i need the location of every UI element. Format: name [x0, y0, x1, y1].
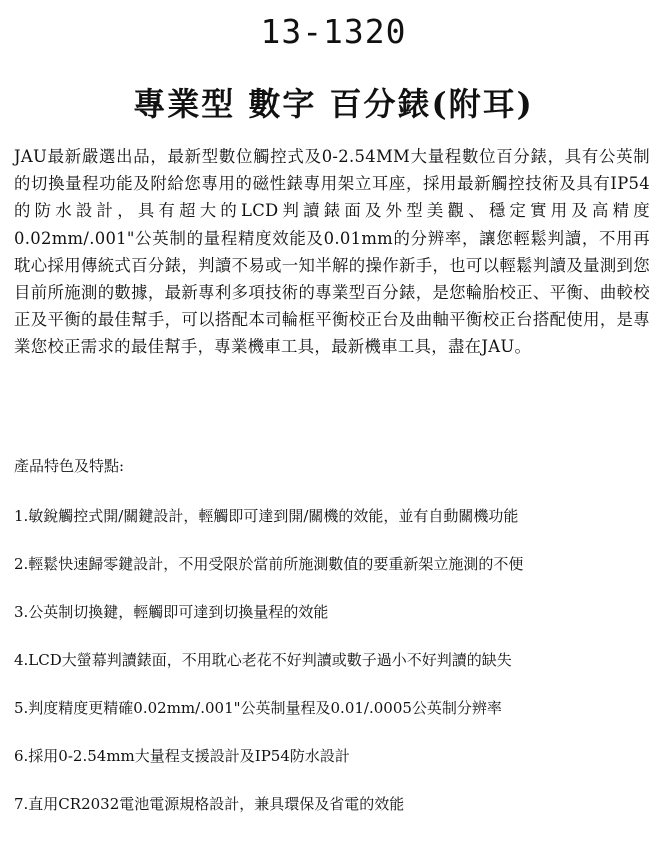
- feature-item-1: 1.敏銳觸控式開/關鍵設計，輕觸即可達到開/關機的效能，並有自動關機功能: [14, 507, 519, 525]
- model-number: 13-1320: [260, 12, 407, 51]
- feature-item-7: 7.直用CR2032電池電源規格設計，兼具環保及省電的效能: [14, 795, 405, 813]
- feature-item-6: 6.採用0-2.54mm大量程支援設計及IP54防水設計: [14, 747, 350, 765]
- feature-item-4: 4.LCD大螢幕判讀錶面，不用耽心老花不好判讀或數子過小不好判讀的缺失: [14, 651, 512, 669]
- feature-item-5: 5.判度精度更精確0.02mm/.001"公英制量程及0.01/.0005公英制分辨率: [14, 699, 502, 717]
- intro-paragraph: JAU最新嚴選出品，最新型數位觸控式及0-2.54MM大量程數位百分錶，具有公英制的切換量程功能及附給您專用的磁性錶專用架立耳座，採用最新觸控技術及具有IP54的防水設計，具有超大的LCD判讀錶面及外型美觀、穩定實用及高精度0.02mm/.001"公英制的量程精度效能及0.01mm的分辨率，讓您輕鬆判讀，不用再耽心採用傳統式百分錶，判讀不易或一知半解的操作新手，也可以輕鬆判讀及量測到您目前所施測的數據，最新專利多項技術的專業型百分錶，是您輪胎校正、平衡、曲較校正及平衡的最佳幫手，可以搭配本司輪框平衡校正台及曲軸平衡校正台搭配使用，是專業您校正需求的最佳幫手，專業機車工具，最新機車工具，盡在JAU。: [14, 147, 650, 357]
- feature-item-2: 2.輕鬆快速歸零鍵設計，不用受限於當前所施測數值的要重新架立施測的不便: [14, 555, 524, 573]
- feature-item-3: 3.公英制切換鍵，輕觸即可達到切換量程的效能: [14, 603, 329, 621]
- features-heading: 產品特色及特點:: [14, 457, 125, 475]
- product-title: 專業型 數字 百分錶(附耳): [133, 85, 534, 123]
